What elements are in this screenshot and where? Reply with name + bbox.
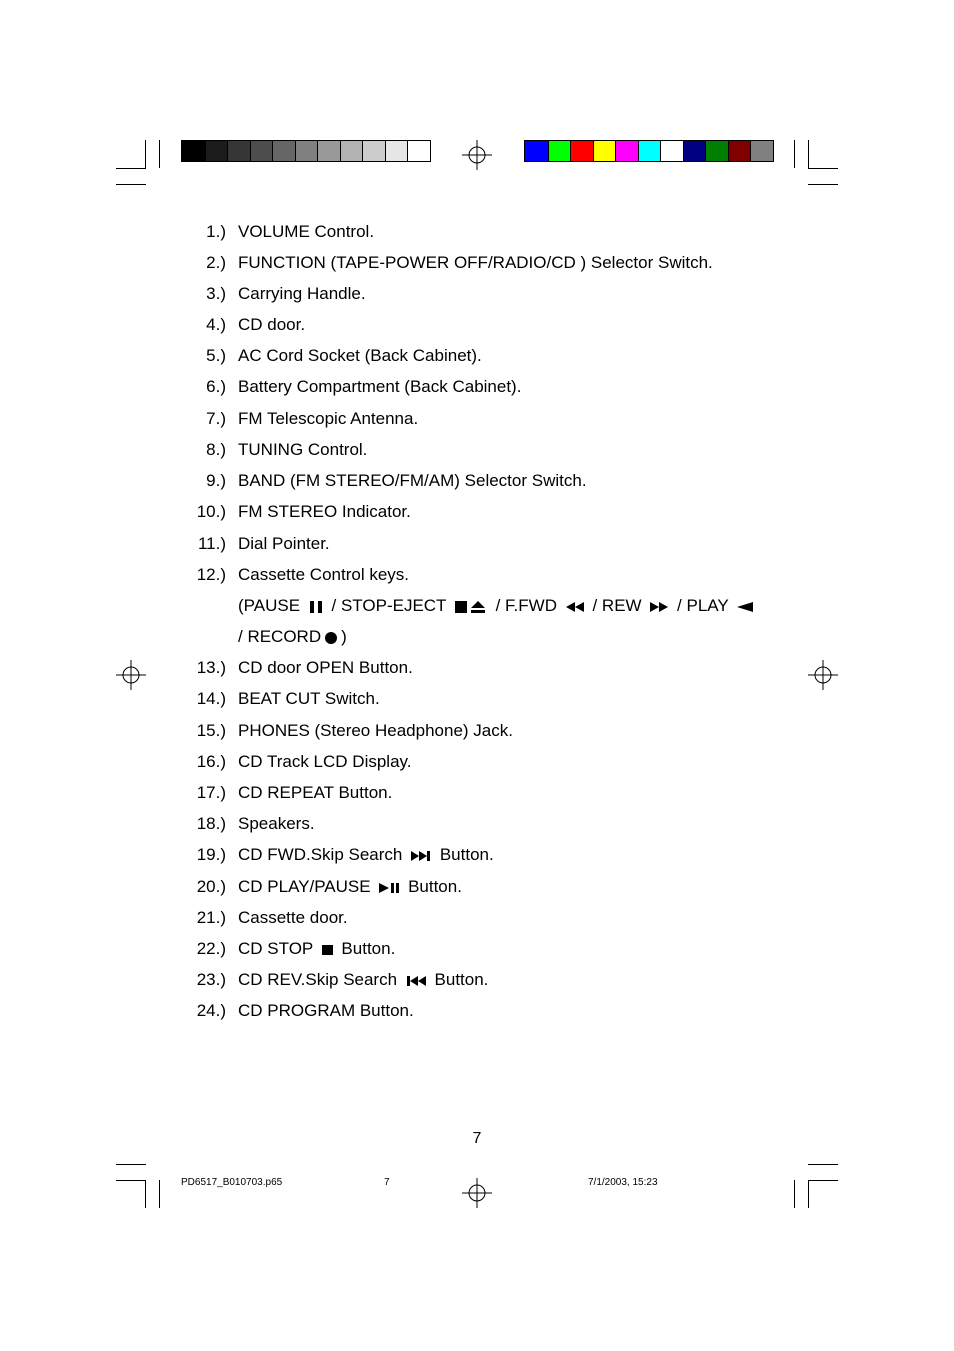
- item-number: 14.): [196, 689, 226, 708]
- color-swatch: [548, 141, 571, 161]
- item-number: 21.): [196, 908, 226, 927]
- item-text: AC Cord Socket (Back Cabinet).: [238, 346, 482, 365]
- rewind-arrows-icon: [565, 601, 585, 613]
- crop-mark: [159, 1180, 160, 1208]
- crop-mark: [145, 140, 146, 168]
- color-swatch: [525, 141, 548, 161]
- item-number: 3.): [206, 284, 226, 303]
- item-number: 4.): [206, 315, 226, 334]
- color-swatch: [638, 141, 661, 161]
- item-text: CD REPEAT Button.: [238, 783, 393, 802]
- crop-mark: [116, 1180, 146, 1181]
- play-pause-icon: [378, 882, 400, 894]
- item-text: FM STEREO Indicator.: [238, 502, 411, 521]
- item-number: 6.): [206, 377, 226, 396]
- item-text: Speakers.: [238, 814, 315, 833]
- grayscale-bar: [181, 140, 431, 162]
- crop-mark: [116, 168, 146, 169]
- item-text: CD door OPEN Button.: [238, 658, 413, 677]
- item-text: Dial Pointer.: [238, 534, 330, 553]
- color-swatch: [340, 141, 363, 161]
- pause-label: (PAUSE: [238, 596, 301, 615]
- color-swatch: [728, 141, 751, 161]
- color-swatch: [750, 141, 773, 161]
- rew-label: / REW: [592, 596, 642, 615]
- color-swatch: [385, 141, 408, 161]
- color-swatch: [250, 141, 273, 161]
- item-text: Battery Compartment (Back Cabinet).: [238, 377, 522, 396]
- item-number: 2.): [206, 253, 226, 272]
- item-text: CD STOP: [238, 939, 313, 958]
- stop-eject-icon: [454, 600, 488, 614]
- item-number: 7.): [206, 409, 226, 428]
- crop-mark: [808, 1180, 838, 1181]
- footer-filename: PD6517_B010703.p65: [181, 1177, 283, 1188]
- color-swatch: [683, 141, 706, 161]
- item-number: 5.): [206, 346, 226, 365]
- item-text: CD Track LCD Display.: [238, 752, 412, 771]
- color-swatch: [227, 141, 250, 161]
- crop-mark: [808, 168, 838, 169]
- item-text: BEAT CUT Switch.: [238, 689, 380, 708]
- item-text-suffix: Button.: [434, 970, 489, 989]
- item-text: Cassette door.: [238, 908, 348, 927]
- item-text-suffix: Button.: [439, 845, 494, 864]
- play-label: / PLAY: [677, 596, 729, 615]
- crop-mark: [116, 184, 146, 185]
- item-text: Carrying Handle.: [238, 284, 366, 303]
- item-text: PHONES (Stereo Headphone) Jack.: [238, 721, 513, 740]
- ffwd-label: / F.FWD: [495, 596, 557, 615]
- item-text: CD door.: [238, 315, 306, 334]
- color-swatch: [362, 141, 385, 161]
- registration-target-icon: [462, 1178, 492, 1208]
- item-text: CD FWD.Skip Search: [238, 845, 403, 864]
- record-label: / RECORD: [238, 627, 322, 646]
- crop-mark: [159, 140, 160, 168]
- color-swatch: [205, 141, 228, 161]
- item-number: 19.): [196, 845, 226, 864]
- item-text: FUNCTION (TAPE-POWER OFF/RADIO/CD ) Selector Switch.: [238, 253, 713, 272]
- item-text: CD REV.Skip Search: [238, 970, 398, 989]
- item-number: 13.): [196, 658, 226, 677]
- item-number: 10.): [196, 502, 226, 521]
- item-number: 15.): [196, 721, 226, 740]
- item-number: 23.): [196, 970, 226, 989]
- item-text-suffix: Button.: [408, 877, 462, 896]
- color-swatch: [407, 141, 430, 161]
- crop-mark: [794, 140, 795, 168]
- item-number: 1.): [206, 222, 226, 241]
- color-swatch: [295, 141, 318, 161]
- play-left-icon: [736, 601, 754, 613]
- color-swatch: [705, 141, 728, 161]
- footer-page: 7: [384, 1177, 390, 1188]
- item-text: BAND (FM STEREO/FM/AM) Selector Switch.: [238, 471, 587, 490]
- crop-mark: [794, 1180, 795, 1208]
- color-bar: [524, 140, 774, 162]
- item-text: VOLUME Control.: [238, 222, 375, 241]
- item-text: TUNING Control.: [238, 440, 368, 459]
- crop-mark: [145, 1180, 146, 1208]
- skip-back-icon: [405, 975, 427, 987]
- registration-target-icon: [808, 660, 838, 690]
- crop-mark: [116, 1164, 146, 1165]
- item-number: 18.): [196, 814, 226, 833]
- item-number: 17.): [196, 783, 226, 802]
- item-number: 22.): [196, 939, 226, 958]
- color-swatch: [593, 141, 616, 161]
- color-swatch: [272, 141, 295, 161]
- color-swatch: [615, 141, 638, 161]
- item-text: Cassette Control keys.: [238, 565, 410, 584]
- color-swatch: [570, 141, 593, 161]
- item-text-suffix: Button.: [341, 939, 396, 958]
- item-number: 11.): [197, 534, 226, 553]
- stop-icon: [321, 944, 334, 956]
- footer-datetime: 7/1/2003, 15:23: [588, 1177, 658, 1188]
- color-swatch: [317, 141, 340, 161]
- crop-mark: [808, 140, 809, 168]
- fast-forward-arrows-icon: [649, 601, 669, 613]
- item-text: CD PLAY/PAUSE: [238, 877, 371, 896]
- color-swatch: [660, 141, 683, 161]
- item-number: 8.): [206, 440, 226, 459]
- item-number: 9.): [206, 471, 226, 490]
- item-number: 16.): [196, 752, 226, 771]
- stop-eject-label: / STOP-EJECT: [331, 596, 447, 615]
- page-number: 7: [472, 1130, 482, 1147]
- item-number: 12.): [196, 565, 226, 584]
- record-close: ): [341, 627, 347, 646]
- crop-mark: [808, 184, 838, 185]
- item-number: 24.): [196, 1001, 226, 1020]
- registration-target-icon: [462, 140, 492, 170]
- crop-mark: [808, 1180, 809, 1208]
- record-icon: [324, 631, 338, 645]
- crop-mark: [808, 1164, 838, 1165]
- item-text: CD PROGRAM Button.: [238, 1001, 414, 1020]
- item-text: FM Telescopic Antenna.: [238, 409, 419, 428]
- skip-forward-icon: [410, 850, 432, 862]
- item-number: 20.): [196, 877, 226, 896]
- color-swatch: [182, 141, 205, 161]
- pause-icon: [308, 600, 324, 614]
